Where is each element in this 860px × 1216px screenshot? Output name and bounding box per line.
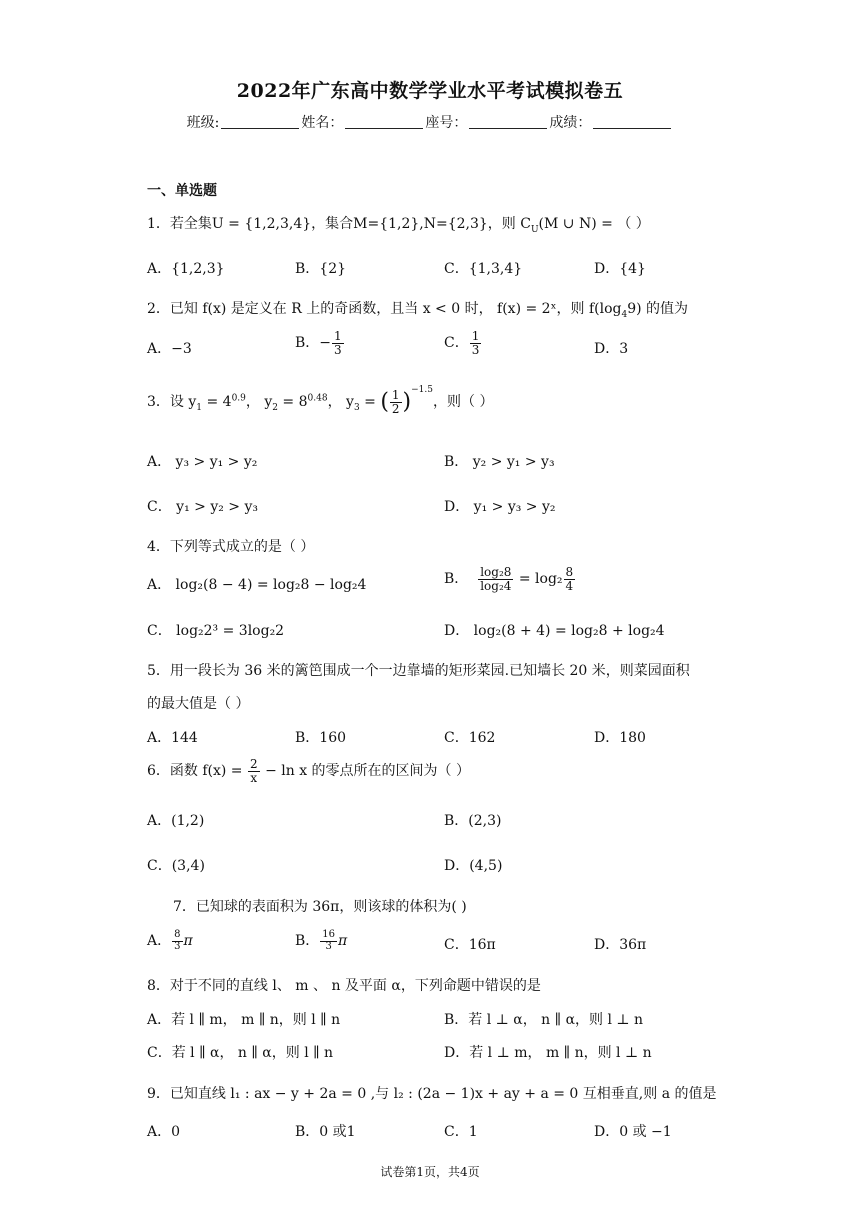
q7-option-a[interactable] [147, 930, 193, 952]
q3-part-f: = [359, 394, 381, 410]
q1-option-c[interactable]: C．{1,3,4} [444, 261, 523, 277]
q7-option-c[interactable]: C．16π [444, 937, 496, 953]
q3-part-a: 3．设 y [147, 394, 197, 410]
q2-b-num: 1 [334, 329, 342, 343]
q3-paren-close: ) [402, 389, 412, 415]
seat-blank[interactable] [469, 114, 547, 129]
class-label: 班级: [186, 115, 220, 131]
q6-option-d[interactable]: D．(4,5) [444, 858, 503, 874]
q5-option-b[interactable]: B．160 [295, 730, 347, 746]
q2-option-c-label: C． [444, 335, 469, 352]
q3-half: $\frac{1}{2}$ [391, 387, 400, 416]
q3-sub-2: 2 [272, 402, 278, 413]
q1-sub: U [530, 224, 539, 235]
q3-option-c[interactable]: C． y₁ > y₂ > y₃ [147, 499, 258, 515]
q7-option-b-label: B． [295, 933, 320, 949]
q9-option-d[interactable]: D．0 或 −1 [594, 1124, 672, 1140]
q7-b-den: 3 [325, 940, 332, 952]
q6-options-row-2 [147, 855, 707, 879]
q7-a-pi: π [183, 933, 193, 949]
q3-option-d[interactable]: D． y₁ > y₃ > y₂ [444, 499, 556, 515]
q7-options [147, 930, 707, 960]
exam-title: 2022年广东高中数学学业水平考试模拟卷五 [236, 80, 624, 102]
q6-den: x [250, 770, 258, 785]
q8-option-d[interactable]: D．若 l ⊥ m， m ∥ n，则 l ⊥ n [444, 1045, 652, 1061]
q2-b-den: 3 [334, 342, 342, 357]
q2-stem-tail: 9) 的值为 [627, 301, 689, 317]
q6-num: 2 [250, 757, 258, 771]
q4-option-a[interactable]: A． log₂(8 − 4) = log₂8 − log₂4 [147, 577, 367, 593]
q1-option-a[interactable]: A．{1,2,3} [147, 261, 225, 277]
q1-options [147, 258, 707, 282]
q8-option-a[interactable]: A．若 l ∥ m， m ∥ n，则 l ∥ n [147, 1012, 341, 1028]
q4-options-row-1 [147, 566, 707, 606]
q2-sub: 4 [621, 309, 628, 320]
q3-options-row-1 [147, 451, 707, 475]
q7-a-num: 8 [174, 929, 181, 940]
q7-b-pi: π [338, 933, 348, 949]
q5-option-d[interactable]: D．180 [594, 730, 646, 746]
q3-sub-3: 3 [353, 402, 360, 413]
page-footer: 试卷第1页，共4页 [380, 1165, 480, 1179]
q3-sup-3: −1.5 [411, 385, 433, 395]
q7-a-den: 3 [174, 940, 181, 952]
q2-c-den: 3 [471, 342, 480, 357]
q3-sup-1: 0.9 [231, 393, 246, 404]
q2-c-num: 1 [471, 329, 480, 343]
q6-part-b: − ln x 的零点所在的区间为（ ） [260, 763, 471, 780]
q6-option-a[interactable]: A．(1,2) [147, 813, 205, 829]
question-5-line-2: 的最大值是（ ） [147, 696, 250, 712]
q3-part-d: = 8 [277, 394, 308, 410]
score-blank[interactable] [593, 114, 671, 129]
q6-part-a: 6．函数 f(x) = [147, 763, 247, 780]
q4-option-c[interactable]: C． log₂2³ = 3log₂2 [147, 623, 285, 639]
question-9: 9．已知直线 l₁ : ax − y + 2a = 0 ,与 l₂ : (2a − 1)x + ay + a = 0 互相垂直,则 a 的值是 [147, 1086, 717, 1102]
q8-options-row-2 [147, 1042, 707, 1066]
q2-option-b-label: B．− [295, 335, 332, 352]
name-label: 姓名： [301, 115, 344, 131]
student-info-line [0, 112, 860, 132]
q6-option-c[interactable]: C．(3,4) [147, 858, 205, 874]
q2-option-b[interactable] [295, 330, 345, 356]
q1-option-d[interactable]: D．{4} [594, 261, 646, 277]
question-4: 4．下列等式成立的是（ ） [147, 539, 315, 555]
q4-option-d[interactable]: D． log₂(8 + 4) = log₂8 + log₂4 [444, 623, 665, 639]
q9-option-c[interactable]: C．1 [444, 1124, 478, 1140]
q6-option-b[interactable]: B．(2,3) [444, 813, 502, 829]
q3-option-b[interactable]: B． y₂ > y₁ > y₃ [444, 454, 555, 470]
q9-option-a[interactable]: A．0 [147, 1124, 181, 1140]
q4-b-fden: 4 [565, 578, 574, 593]
q3-options-row-2 [147, 496, 707, 520]
q3-option-a[interactable]: A． y₃ > y₁ > y₂ [147, 454, 258, 470]
q9-option-b[interactable]: B．0 或1 [295, 1124, 356, 1140]
q5-options [147, 727, 707, 751]
score-label: 成绩： [549, 115, 592, 131]
q6-options-row-1 [147, 810, 707, 834]
q5-option-c[interactable]: C．162 [444, 730, 496, 746]
q3-paren-open: ( [380, 389, 389, 415]
q3-part-e: ， y [327, 394, 354, 410]
question-5: 5．用一段长为 36 米的篱笆围成一个一边靠墙的矩形菜园.已知墙长 20 米，则菜园面积 [147, 663, 690, 679]
q2-stem: 2．已知 f(x) 是定义在 R 上的奇函数，且当 x < 0 时， f(x) = 2ˣ，则 f(log [147, 301, 622, 317]
q4-options-row-2 [147, 620, 707, 644]
q3-part-c: ， y [245, 394, 273, 410]
question-1 [147, 213, 650, 235]
class-blank[interactable] [221, 114, 299, 129]
question-7: 7．已知球的表面积为 36π，则该球的体积为( ) [173, 899, 467, 915]
q1-stem-tail: (M ∪ N) = （ ） [538, 216, 650, 232]
q4-b-num: log₂8 [480, 565, 512, 579]
q3-part-g: ，则（ ） [433, 394, 494, 410]
q4-option-b-label: B． [444, 571, 469, 588]
q1-stem: 1．若全集U = {1,2,3,4}，集合M={1,2},N={2,3}，则 C [147, 216, 531, 232]
q8-option-b[interactable]: B．若 l ⊥ α， n ∥ α，则 l ⊥ n [444, 1012, 644, 1028]
q5-option-a[interactable]: A．144 [147, 730, 198, 746]
q7-option-b[interactable] [295, 930, 347, 952]
name-blank[interactable] [345, 114, 423, 129]
question-2 [147, 298, 688, 320]
question-8: 8．对于不同的直线 l、 m 、 n 及平面 α，下列命题中错误的是 [147, 978, 541, 994]
question-6 [147, 758, 470, 784]
q4-option-b[interactable] [444, 566, 576, 592]
q9-options [147, 1121, 707, 1145]
q7-option-a-label: A． [147, 933, 172, 949]
q2-option-d[interactable]: D．3 [594, 341, 629, 357]
q2-options [147, 330, 707, 366]
q8-options-row-1 [147, 1009, 707, 1033]
q8-option-c[interactable]: C．若 l ∥ α， n ∥ α，则 l ∥ n [147, 1045, 334, 1061]
q3-sup-2: 0.48 [307, 393, 328, 404]
section-title: 一、单选题 [147, 183, 217, 199]
seat-label: 座号： [425, 115, 468, 131]
q2-option-c[interactable] [444, 330, 482, 356]
q4-b-den: log₂4 [480, 578, 512, 593]
q4-b-fnum: 8 [565, 565, 574, 579]
q7-b-num: 16 [322, 929, 336, 940]
q1-option-b[interactable]: B．{2} [295, 261, 347, 277]
q3-sub-1: 1 [196, 402, 203, 413]
q2-option-a[interactable]: A．−3 [147, 341, 192, 357]
q7-option-d[interactable]: D．36π [594, 937, 647, 953]
question-3 [147, 385, 493, 415]
q4-b-mid: = log₂ [514, 571, 563, 588]
q3-part-b: = 4 [202, 394, 232, 410]
